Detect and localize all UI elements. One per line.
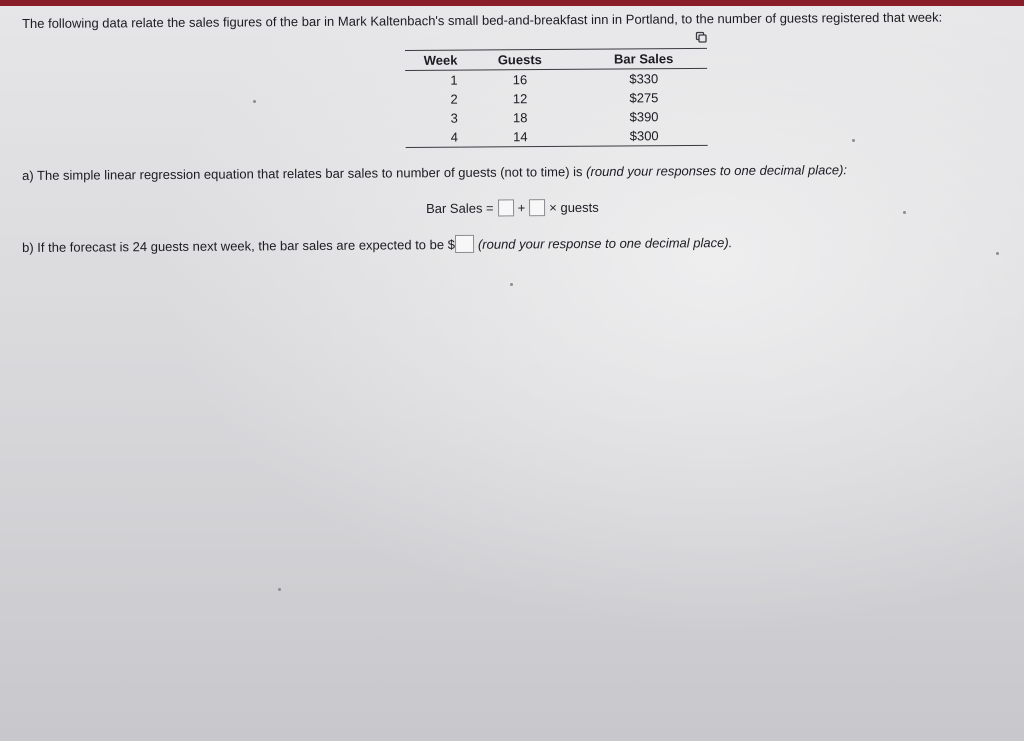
question-b-text: b) If the forecast is 24 guests next week, the bar sales are expected to be $ [22, 236, 455, 255]
question-b [22, 233, 732, 256]
cell-bar-sales: $275 [629, 90, 659, 106]
table-row [405, 107, 707, 128]
cell-week: 3 [450, 110, 458, 126]
cell-bar-sales: $390 [629, 109, 659, 125]
question-a [22, 162, 847, 183]
table-row [405, 68, 707, 90]
question-a-instruction: (round your responses to one decimal place): [586, 162, 848, 180]
problem-intro: The following data relate the sales figures of the bar in Mark Kaltenbach's small bed-and-breakfast inn in Portland, to the number of guests registered that week: [22, 9, 943, 31]
cell-guests: 12 [512, 91, 528, 107]
header-bar-sales: Bar Sales [580, 48, 707, 69]
screen-speck [996, 252, 999, 255]
header-guests: Guests [459, 49, 580, 70]
cell-guests: 14 [460, 127, 581, 147]
equation-plus-sign: + [517, 200, 526, 216]
screen-speck [253, 100, 256, 103]
table-row [405, 88, 707, 109]
equation-guests-label: × guests [549, 199, 599, 216]
cell-week: 4 [406, 128, 460, 148]
equation-lhs-label: Bar Sales = [426, 200, 494, 216]
top-accent-bar [0, 0, 1024, 6]
question-a-text: a) The simple linear regression equation that relates bar sales to number of guests (not to time) is [22, 164, 587, 183]
cell-bar-sales: $330 [629, 71, 659, 87]
cell-week: 2 [450, 91, 458, 107]
screen-speck [510, 283, 513, 286]
question-b-instruction: (round your response to one decimal place). [477, 234, 733, 252]
forecast-sales-input[interactable] [455, 235, 474, 253]
screen-speck [852, 139, 855, 142]
cell-bar-sales: $300 [581, 126, 708, 146]
data-table [405, 48, 708, 148]
table-row [406, 126, 708, 148]
intercept-input[interactable] [498, 199, 514, 216]
screen-speck [278, 588, 281, 591]
cell-guests: 18 [512, 110, 528, 126]
slope-input[interactable] [529, 199, 545, 216]
regression-equation [426, 199, 599, 217]
cell-week: 1 [450, 72, 458, 88]
copy-icon[interactable] [695, 31, 707, 43]
header-week: Week [405, 50, 459, 70]
screen-speck [903, 211, 906, 214]
cell-guests: 16 [512, 72, 528, 88]
table-header-row [405, 48, 707, 70]
